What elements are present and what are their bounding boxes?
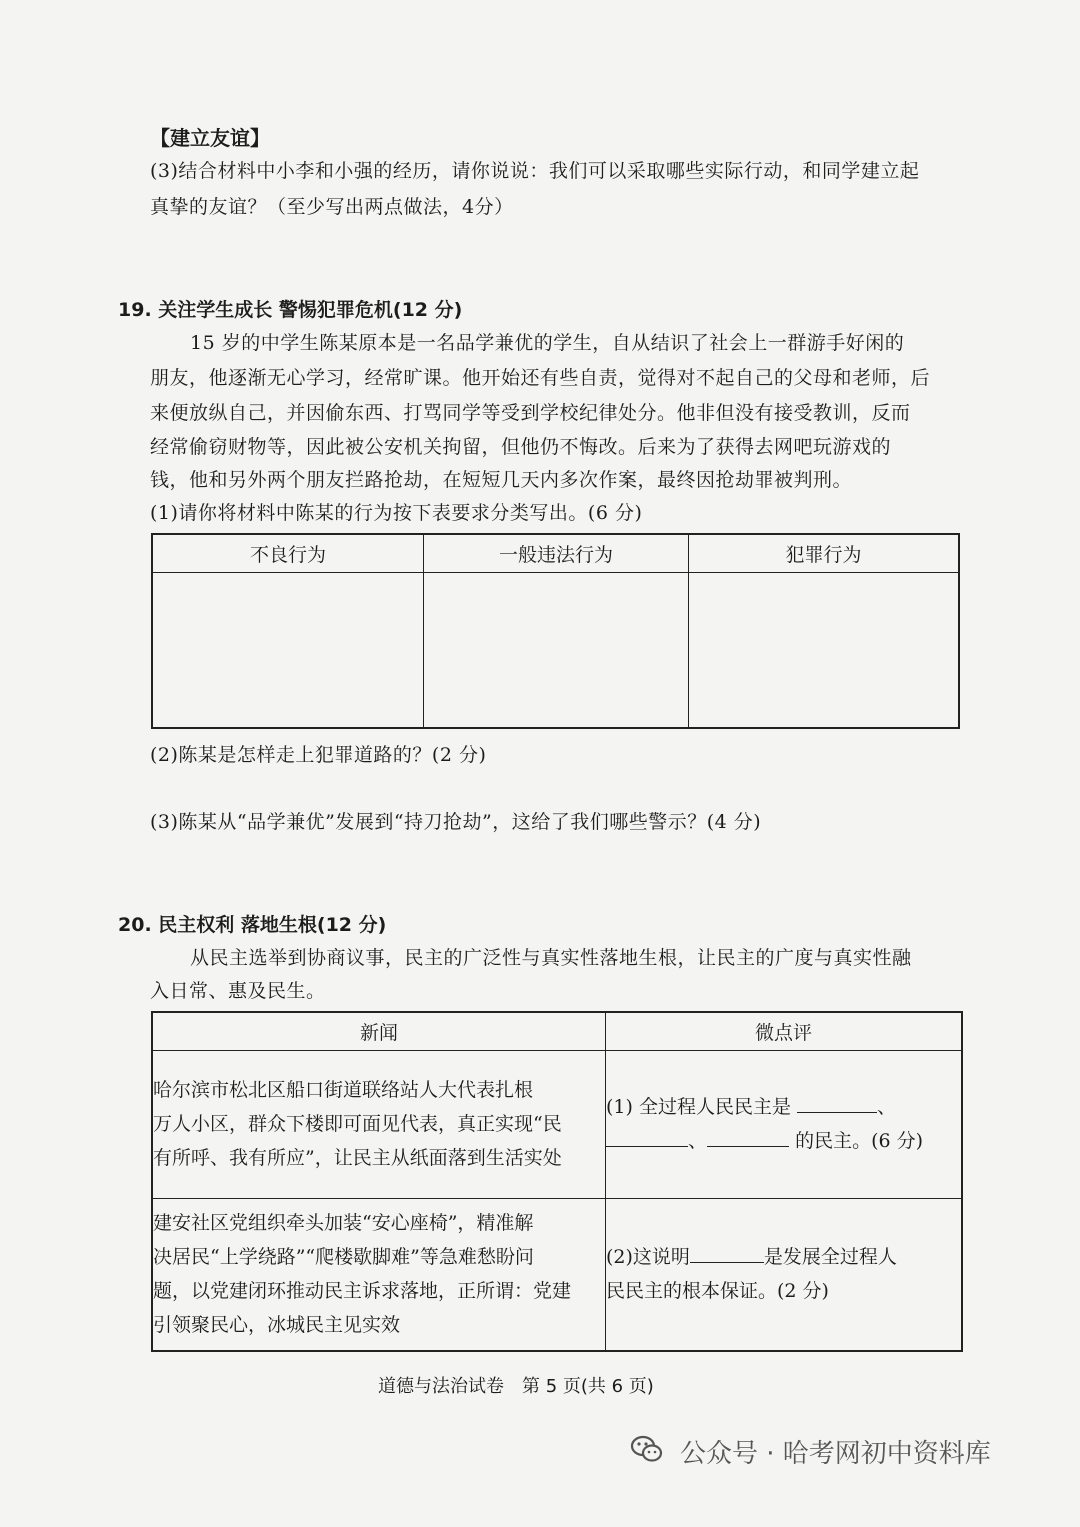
news-row-2 xyxy=(152,1198,606,1351)
answer-blank-4[interactable] xyxy=(690,1242,764,1263)
comment-2-text-c: 民民主的根本保证。(2 分) xyxy=(606,1280,829,1303)
q19-para-line-1: 15 岁的中学生陈某原本是一名品学兼优的学生，自从结识了社会上一群游手好闲的 xyxy=(190,332,905,354)
q19-para-line-5: 钱，他和另外两个朋友拦路抢劫，在短短几天内多次作案，最终因抢劫罪被判刑。 xyxy=(150,469,853,491)
q19-para-line-2: 朋友，他逐渐无心学习，经常旷课。他开始还有些自责，觉得对不起自己的父母和老师，后 xyxy=(150,367,931,389)
table-header-illegal-behavior: 一般违法行为 xyxy=(424,534,689,572)
comment-2-text-b: 是发展全过程人 xyxy=(763,1246,897,1269)
comment-2-text-a: (2)这说明 xyxy=(606,1246,690,1269)
page-footer: 道德与法治试卷 第 5 页(共 6 页) xyxy=(378,1376,654,1397)
question-3-line-2: 真挚的友谊？（至少写出两点做法，4分） xyxy=(150,196,514,218)
q19-para-line-4: 经常偷窃财物等，因此被公安机关拘留，但他仍不悔改。后来为了获得去网吧玩游戏的 xyxy=(150,436,892,458)
comment-row-1: (1) 全过程人民民主是 、 、 的民主。(6 分) xyxy=(606,1050,963,1198)
behavior-classification-table xyxy=(151,533,960,729)
q20-para-line-1: 从民主选举到协商议事，民主的广泛性与真实性落地生根，让民主的广度与真实性融 xyxy=(190,947,912,969)
question-19-title: 19. 关注学生成长 警惕犯罪危机(12 分) xyxy=(118,299,463,321)
news-row-2-line-1: 建安社区党组织牵头加装“安心座椅”，精准解 xyxy=(153,1212,534,1235)
question-20-title: 20. 民主权利 落地生根(12 分) xyxy=(118,914,387,936)
q19-subquestion-2: (2)陈某是怎样走上犯罪道路的？(2 分) xyxy=(150,744,487,766)
news-row-1-line-1: 哈尔滨市松北区船口街道联络站人大代表扎根 xyxy=(153,1079,534,1101)
table-header-bad-behavior: 不良行为 xyxy=(152,534,424,572)
table-header-crime: 犯罪行为 xyxy=(689,534,960,572)
section-heading-friendship: 【建立友谊】 xyxy=(150,126,270,150)
news-row-1-line-2: 万人小区，群众下楼即可面见代表，真正实现“民 xyxy=(153,1113,562,1135)
table-header-comment: 微点评 xyxy=(606,1012,963,1050)
news-row-2-line-2: 决居民“上学绕路”“爬楼歇脚难”等急难愁盼问 xyxy=(153,1246,534,1269)
news-row-2-line-3: 题，以党建闭环推动民主诉求落地，正所谓：党建 xyxy=(153,1280,572,1303)
answer-cell-bad-behavior[interactable] xyxy=(152,572,424,728)
answer-blank-2[interactable] xyxy=(606,1126,688,1147)
q19-para-line-3: 来便放纵自己，并因偷东西、打骂同学等受到学校纪律处分。他非但没有接受教训，反而 xyxy=(150,402,911,424)
comment-1-text-a: (1) 全过程人民民主是 xyxy=(606,1096,791,1118)
q19-subquestion-3: (3)陈某从“品学兼优”发展到“持刀抢劫”，这给了我们哪些警示？(4 分) xyxy=(150,811,762,833)
democracy-news-table xyxy=(151,1011,963,1352)
news-row-1 xyxy=(152,1050,606,1198)
answer-blank-1[interactable] xyxy=(797,1092,877,1113)
answer-cell-crime[interactable] xyxy=(689,572,960,728)
answer-cell-illegal-behavior[interactable] xyxy=(424,572,689,728)
table-header-news: 新闻 xyxy=(152,1012,606,1050)
comment-row-2 xyxy=(606,1198,963,1351)
news-row-1-line-3: 有所呼、我有所应”，让民主从纸面落到生活实处 xyxy=(153,1147,562,1169)
comment-1-text-b: 的民主。(6 分) xyxy=(795,1130,924,1152)
question-3-line-1: (3)结合材料中小李和小强的经历，请你说说：我们可以采取哪些实际行动，和同学建立起 xyxy=(150,160,920,182)
answer-blank-3[interactable] xyxy=(707,1126,789,1147)
news-row-2-line-4: 引领聚民心，冰城民主见实效 xyxy=(153,1314,401,1337)
q19-subquestion-1: (1)请你将材料中陈某的行为按下表要求分类写出。(6 分) xyxy=(150,502,643,524)
q20-para-line-2: 入日常、惠及民生。 xyxy=(150,980,326,1002)
wechat-icon xyxy=(630,1432,664,1466)
watermark-text: 公众号 · 哈考网初中资料库 xyxy=(680,1439,991,1469)
